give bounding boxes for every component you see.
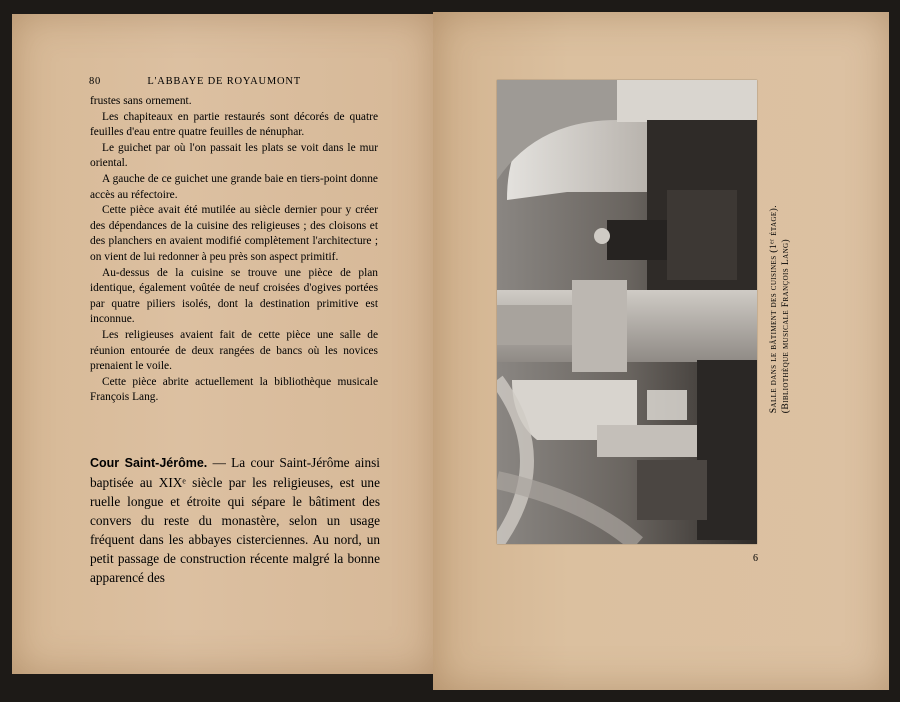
paragraph: A gauche de ce guichet une grande baie en tiers-point donne accès au réfectoire. (90, 172, 378, 201)
section-cour-saint-jerome (90, 453, 380, 587)
section-title: Cour Saint-Jérôme. (90, 456, 208, 470)
vaulted-room-photo (497, 80, 757, 544)
caption-line-2: (Bibliothèque musicale François Lang) (780, 238, 791, 414)
caption-line-1: Salle dans le bâtiment des cuisines (1ᵉʳ étage). (768, 205, 779, 414)
photograph (497, 80, 757, 544)
paragraph: Le guichet par où l'on passait les plats se voit dans le mur oriental. (90, 141, 378, 170)
plate-number: 6 (753, 553, 758, 564)
paragraph: Les religieuses avaient fait de cette pièce une salle de réunion entourée de deux rangées de bancs où les novices prenaient le voile. (90, 328, 378, 373)
paragraph: frustes sans ornement. (90, 95, 192, 107)
paragraph: Au-dessus de la cuisine se trouve une pièce de plan identique, également voûtée de neuf croisées d'ogives portées par quatre piliers isolés, dont la destination primitive est inconnue. (90, 266, 378, 326)
paragraph: Les chapiteaux en partie restaurés sont décorés de quatre feuilles d'eau entre quatre feuilles de nénuphar. (90, 110, 378, 139)
paragraph: Cette pièce avait été mutilée au siècle dernier pour y créer des dépendances de la cuisine des religieuses ; des cloisons et des planchers en avaient modifié complètement l'architecture ; on vient de lui redonner à peu près son aspect primitif. (90, 204, 378, 263)
section-text: — La cour Saint-Jérôme ainsi baptisée au XIXᵉ siècle par les religieuses, est une ruelle longue et étroite qui sépare le bâtiment des convers du reste du monastère, selon un usage fréquent dans les abbayes cisterciennes. Au nord, un petit passage de construction récente malgré la bonne apparencé des (90, 455, 380, 585)
running-head-title: L'ABBAYE DE ROYAUMONT (147, 76, 301, 87)
photo-caption (768, 205, 796, 435)
paragraph: Cette pièce abrite actuellement la bibliothèque musicale François Lang. (90, 375, 378, 404)
running-head (89, 76, 301, 87)
body-text (90, 94, 378, 406)
page-number: 80 (89, 76, 102, 87)
